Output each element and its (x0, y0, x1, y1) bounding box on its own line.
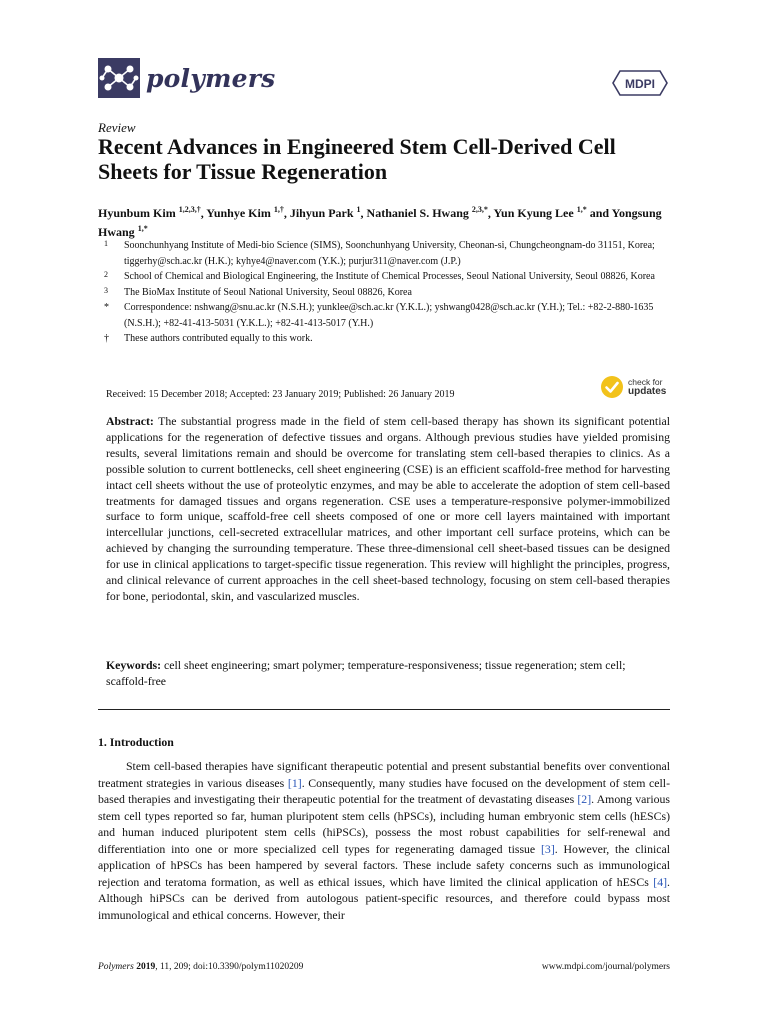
affiliation-item: 1 Soonchunhyang Institute of Medi-bio Science (SIMS), Soonchunhyang University, Cheonan-si, Chungcheongnam-do 31151, Korea; tiggerhy@sch.ac.kr (H.K.); kyhye4@naver.com (Y.K.); purjur311@naver.com (J.P.) (104, 239, 655, 267)
citation-link[interactable]: [2] (577, 792, 592, 806)
footer-journal: Polymers (98, 962, 134, 972)
polymers-logo-icon (98, 58, 140, 98)
author-affiliation: 2,3,* (471, 205, 488, 214)
abstract (106, 414, 670, 605)
citation-link[interactable]: [1] (287, 775, 302, 790)
citation-link[interactable]: [3] (541, 841, 555, 856)
check-for-updates-button[interactable] (600, 375, 666, 399)
badge-line1: check for (628, 377, 663, 387)
author-affiliation: 1,* (576, 205, 587, 214)
abstract-label: Abstract: (106, 414, 154, 428)
check-updates-icon (600, 375, 624, 399)
journal-logo (98, 58, 275, 98)
journal-name: polymers (146, 63, 276, 93)
badge-line2: updates (628, 386, 667, 397)
author-name[interactable]: Yunhye Kim (206, 206, 271, 220)
citation-footer (98, 962, 303, 972)
equal-contribution-note: † These authors contributed equally to this work. (104, 333, 313, 344)
author-affiliation: 1,* (137, 224, 148, 233)
journal-url-link[interactable]: www.mdpi.com/journal/polymers (541, 962, 670, 972)
mdpi-logo (612, 70, 668, 96)
author-name[interactable]: Nathaniel S. Hwang (366, 206, 469, 220)
affiliations (98, 238, 678, 347)
footer-year: 2019 (136, 962, 156, 972)
correspondence: * Correspondence: nshwang@snu.ac.kr (N.S.H.); yunklee@sch.ac.kr (Y.K.L.); yshwang0428@sch.ac.kr (Y.H.); Tel.: +82-2-880-1635 (N.S.H.); +82-41-413-5031 (Y.K.L.); +82-41-413-5017 (Y.H.) (104, 302, 654, 329)
section-divider (98, 709, 670, 710)
intro-paragraph: Stem cell-based therapies have significant therapeutic potential and present substantial benefits over conventional treatment strategies in various diseases [1]. Consequently, many studies have focused on the development of stem cell-based therapies and investigating their therapeutic potential for the treatment of devastating diseases [2]. Among various stem cell types reported so far, human pluripotent stem cells (hPSCs), including human embryonic stem cells (hESCs) and human induced pluripotent stem cells (hiPSCs), possess the most robust capabilities for self-renewal and differentiation into one or more specialized cell types for regenerating damaged tissue [3]. However, the clinical application of hPSCs has been hampered by several factors. These include safety concerns such as immunological rejection and teratoma formation, as well as ethical issues, which have limited the clinical application of hESCs [4]. Although hiPSCs can be derived from autologous patient-specific resources, and therefore could bypass most immunological and ethical concerns. However, their (98, 759, 671, 922)
section-heading: 1. Introduction (98, 735, 174, 749)
publication-dates: Received: 15 December 2018; Accepted: 23 January 2019; Published: 26 January 2019 (106, 389, 455, 400)
keywords (106, 658, 670, 690)
keywords-label: Keywords: (106, 658, 162, 672)
article-type: Review (98, 120, 136, 135)
article-title: Recent Advances in Engineered Stem Cell-Derived Cell Sheets for Tissue Regeneration (98, 134, 616, 184)
author-name[interactable]: Yun Kyung Lee (493, 206, 574, 220)
author-affiliation: 1,† (273, 205, 284, 214)
author-name[interactable]: Yongsung Hwang (98, 206, 662, 239)
citation-link[interactable]: [4] (653, 874, 668, 889)
abstract-text: The substantial progress made in the field of stem cell-based therapy has shown its significant potential applications for the regeneration of defective tissues and organs. Although previous studies have yielded promising results, several limitations remain and should be overcome for translating stem cell-based therapies to clinics. As a possible solution to current bottlenecks, cell sheet engineering (CSE) is an efficient scaffold-free method for harvesting intact cell sheets without the use of proteolytic enzymes, and may be able to accelerate the adoption of stem cell-based treatments for damaged tissues and organs regeneration. CSE uses a temperature-responsive polymer-immobilized surface to form unique, scaffold-free cell sheets composed of one or more cell layers maintained with important intercellular junctions, cell-secreted extracellular matrices, and other important cell surface proteins, which can be achieved by changing the surrounding temperature. These three-dimensional cell sheet-based tissues can be designed for use in clinical applications to target-specific tissue regeneration. This review will highlight the principles, progress, and clinical relevance of current approaches in the cell sheet-based technology, focusing on stem cell-based therapies for bone, periodontal, skin, and vascularized muscles. (106, 414, 670, 603)
footer-doi: , 11, 209; doi:10.3390/polym11020209 (155, 962, 304, 972)
affiliation-item: 3 The BioMax Institute of Seoul National University, Seoul 08826, Korea (104, 285, 412, 298)
publisher-name: MDPI (625, 77, 655, 91)
keywords-text: cell sheet engineering; smart polymer; temperature-responsiveness; tissue regeneration; stem cell; scaffold-free (106, 658, 626, 688)
author-name[interactable]: Jihyun Park (289, 206, 354, 220)
author-affiliation: 1,2,3,† (178, 205, 201, 214)
author-name[interactable]: Hyunbum Kim (98, 206, 176, 220)
affiliation-item: 2 School of Chemical and Biological Engineering, the Institute of Chemical Processes, Seoul National University, Seoul 08826, Korea (104, 270, 655, 282)
author-list: Hyunbum Kim $^{1,2,3,\dagger}$, Yunhye Kim $^{1,\dagger}$, Jihyun Park $^1$, Nathaniel S. Hwang $^{2,3,*}$, Yun Kyung Lee $^{1,*}$ and Yongsung Hwang $^{1,*}$ (98, 205, 662, 239)
author-affiliation: 1 (356, 205, 361, 214)
